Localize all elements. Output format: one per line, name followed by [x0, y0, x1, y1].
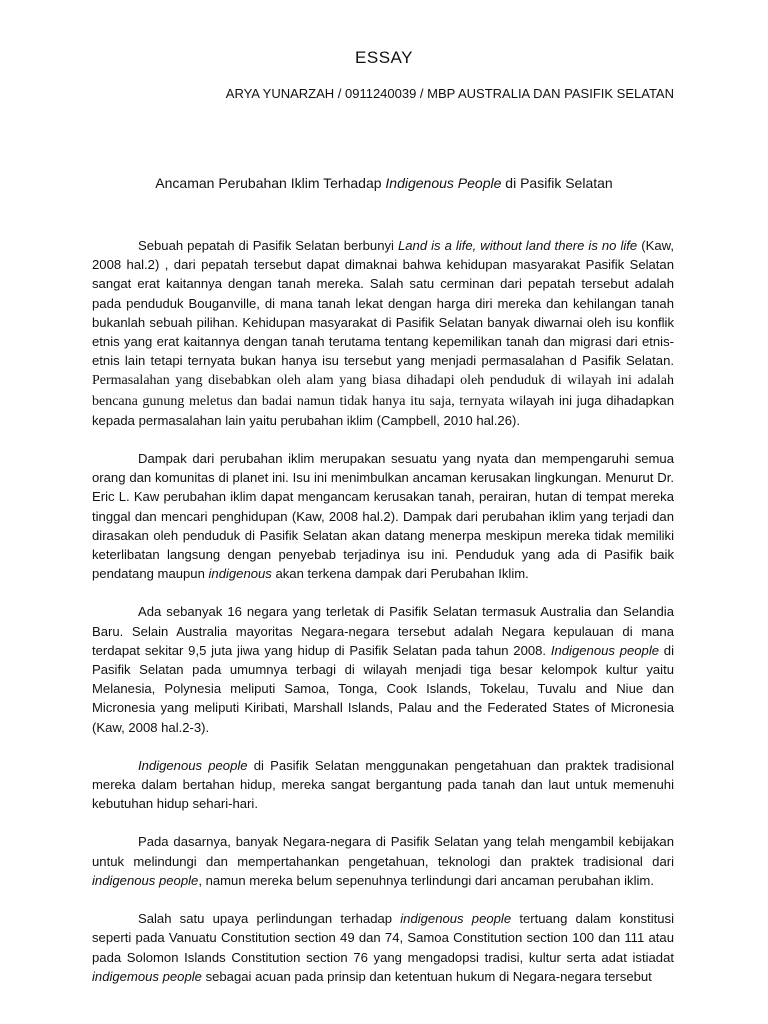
paragraph-text: , namun mereka belum sepenuhnya terlindungi dari ancaman perubahan iklim. [198, 872, 654, 888]
paragraph-text: Dampak dari perubahan iklim merupakan sesuatu yang nyata dan mempengaruhi semua orang dan komunitas di planet ini. Isu ini menimbulkan ancaman kerusakan lingkungan. Menurut Dr. Eric L. Kaw perubahan iklim dapat mengancam kerusakan tanah, perairan, hutan di tempat mereka tinggal dan mencari penghidupan (Kaw, 2008 hal.2). Dampak dari perubahan iklim yang terjadi dan dirasakan oleh penduduk di Pasifik Selatan akan datang menerpa meskipun mereka tidak memiliki keterlibatan langsung dengan penyebab terjadinya isu ini. Penduduk yang ada di Pasifik baik pendatang maupun [92, 451, 674, 582]
essay-body [92, 236, 674, 1005]
paragraph-italic: indigenous people [92, 872, 199, 888]
author-info: ARYA YUNARZAH / 0911240039 / MBP AUSTRALIA DAN PASIFIK SELATAN [225, 86, 674, 101]
paragraph-italic: Indigenous people [138, 757, 248, 773]
paragraph-italic: Indigenous people [550, 642, 660, 658]
paragraph-text: akan terkena dampak dari Perubahan Iklim. [271, 566, 529, 582]
paragraph-serif-text: Permasalahan yang disebabkan oleh alam yang biasa dihadapi oleh penduduk di wilayah ini adalah bencana gunung meletus dan badai namun tidak hanya itu saja, ternyata wi [92, 373, 674, 409]
essay-heading-text-end: di Pasifik Selatan [501, 175, 613, 191]
paragraph-italic: indigemous people [92, 968, 202, 984]
paragraph-text: (Kaw, 2008 hal.2) , dari pepatah tersebut dapat dimaknai bahwa kehidupan masyarakat Pasifik Selatan sangat erat kaitannya dengan tanah mereka. Salah satu cerminan dari pepatah tersebut adalah pada penduduk Bouganville, di mana tanah lekat dengan harga diri mereka dan kehilangan tanah bukanlah sebuah pilihan. Kehidupan masyarakat di Pasifik Selatan banyak diwarnai oleh isu konflik etnis yang erat kaitannya dengan tanah terutama tentang kepemilikan tanah dan migrasi dari etnis-etnis lain tetapi ternyata bukan hanya isu tersebut yang menjadi permasalahan d Pasifik Selatan. [92, 238, 674, 369]
paragraph-5 [92, 832, 674, 890]
paragraph-text: Salah satu upaya perlindungan terhadap [138, 911, 401, 927]
paragraph-text: di Pasifik Selatan pada umumnya terbagi di wilayah menjadi tiga besar kelompok kultur yaitu Melanesia, Polynesia meliputi Samoa, Tonga, Cook Islands, Tokelau, Tuvalu and Niue dan Micronesia yang meliputi Kiribati, Marshall Islands, Palau and the Federated States of Micronesia (Kaw, 2008 hal.2-3). [92, 642, 674, 735]
paragraph-text: Sebuah pepatah di Pasifik Selatan berbunyi [138, 238, 398, 253]
paragraph-italic: Land is a life, without land there is no life [397, 238, 638, 253]
paragraph-4 [92, 756, 674, 814]
paragraph-text: Ada sebanyak 16 negara yang terletak di Pasifik Selatan termasuk Australia dan Selandia Baru. Selain Australia mayoritas Negara-negara tersebut adalah Negara kepulauan di mana terdapat sekitar 9,5 juta jiwa yang hidup di Pasifik Selatan pada tahun 2008. [92, 604, 674, 658]
paragraph-text: layah ini juga dihadapkan kepada permasalahan lain yaitu perubahan iklim (Campbell, 2010 hal.26). [92, 392, 674, 428]
document-title: ESSAY [355, 48, 413, 67]
paragraph-text: sebagai acuan pada prinsip dan ketentuan hukum di Negara-negara tersebut [201, 968, 652, 984]
paragraph-2 [92, 449, 674, 583]
paragraph-3 [92, 602, 674, 736]
paragraph-italic: indigenous people [400, 911, 512, 927]
paragraph-6 [92, 909, 674, 986]
paragraph-italic: indigenous [208, 566, 272, 582]
essay-heading [0, 175, 768, 191]
essay-heading-italic: Indigenous People [385, 175, 502, 191]
paragraph-text: tertuang dalam konstitusi seperti pada Vanuatu Constitution section 49 dan 74, Samoa Constitution section 100 dan 111 atau pada Solomon Islands Constitution section 76 yang mengadopsi tradisi, kultur serta adat istiadat [92, 911, 674, 965]
paragraph-text: Pada dasarnya, banyak Negara-negara di Pasifik Selatan yang telah mengambil kebijakan untuk melindungi dan mempertahankan pengetahuan, teknologi dan praktek tradisional dari [92, 834, 674, 869]
paragraph-1 [92, 236, 674, 430]
paragraph-text: di Pasifik Selatan menggunakan pengetahuan dan praktek tradisional mereka dalam bertahan hidup, mereka sangat bergantung pada tanah dan laut untuk memenuhi kebutuhan hidup sehari-hari. [92, 757, 674, 812]
essay-heading-text: Ancaman Perubahan Iklim Terhadap [155, 175, 386, 191]
